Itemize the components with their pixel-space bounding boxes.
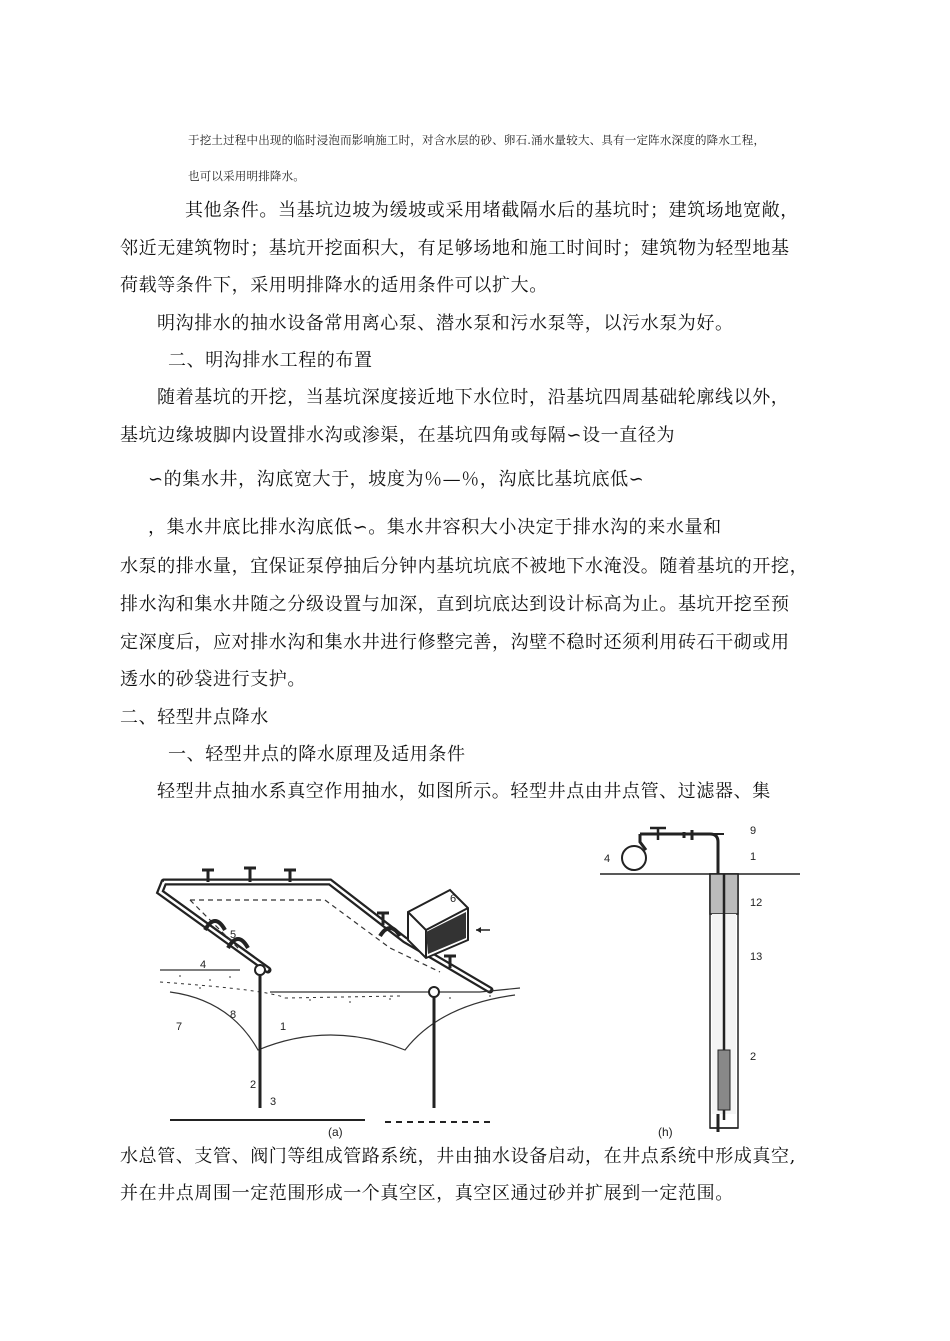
label-b-12: 12 (750, 897, 763, 909)
other-conditions-line-3: 荷载等条件下，采用明排降水的适用条件可以扩大。 (120, 275, 548, 296)
wellpoint-cont-line-1: 水总管、支管、阀门等组成管路系统，井由抽水设备启动，在井点系统中形成真空, (120, 1146, 796, 1167)
heading-wellpoint: 二、轻型井点降水 (120, 707, 269, 728)
well-pipes (260, 970, 434, 1108)
wellpoint-cont-line-2: 并在井点周围一定范围形成一个真空区，真空区通过砂并扩展到一定范围。 (120, 1183, 734, 1204)
label-b-9: 9 (750, 825, 757, 837)
wellpoint-intro-line: 轻型井点抽水系真空作用抽水，如图所示。轻型井点由井点管、过滤器、集 (157, 781, 771, 802)
layout-para-line-1: 随着基坑的开挖，当基坑深度接近地下水位时，沿基坑四周基础轮廓线以外， (157, 387, 790, 408)
label-b-13: 13 (750, 951, 763, 963)
heading-principle: 一、轻型井点的降水原理及适用条件 (168, 744, 466, 765)
layout-para-line-3: ∽的集水井，沟底宽大于，坡度为％—％，沟底比基坑底低∽ (148, 469, 645, 490)
caption-a: (a) (328, 1125, 343, 1139)
figure-a-svg (150, 820, 530, 1140)
layout-para-line-6: 排水沟和集水井随之分级设置与加深，直到坑底达到设计标高为止。基坑开挖至预 (120, 594, 790, 615)
label-a-5: 5 (230, 929, 237, 941)
filter-b (718, 1050, 730, 1110)
note-line-1: 于挖土过程中出现的临时浸泡而影响施工时，对含水层的砂、卵石.涌水量较大、具有一定阵水深度的降水工程， (188, 133, 766, 147)
note-line-2: 也可以采用明排降水。 (188, 169, 305, 183)
layout-para-line-5: 水泵的排水量，宜保证泵停抽后分钟内基坑坑底不被地下水淹没。随着基坑的开挖， (120, 556, 809, 577)
label-a-3: 3 (270, 1096, 277, 1108)
other-conditions-line-2: 邻近无建筑物时；基坑开挖面积大，有足够场地和施工时间时；建筑物为轻型地基 (120, 238, 790, 259)
label-b-4: 4 (604, 853, 611, 865)
soil-texture (179, 975, 491, 1003)
figure-b-svg (600, 820, 800, 1140)
pump-unit (408, 890, 490, 958)
caption-b: (h) (658, 1125, 673, 1139)
label-a-2: 2 (250, 1079, 257, 1091)
other-conditions-line-1: 其他条件。当基坑边坡为缓坡或采用堵截隔水后的基坑时；建筑场地宽敞， (185, 200, 799, 221)
label-b-2: 2 (750, 1051, 757, 1063)
layout-para-line-8: 透水的砂袋进行支护。 (120, 669, 306, 690)
label-a-6: 6 (450, 893, 457, 905)
label-a-4: 4 (200, 959, 207, 971)
figure-b-wellpoint-section (600, 820, 800, 1140)
layout-para-line-4: ，集水井底比排水沟底低∽。集水井容积大小决定于排水沟的来水量和 (148, 517, 722, 538)
layout-para-line-2: 基坑边缘坡脚内设置排水沟或渗渠，在基坑四角或每隔∽设一直径为 (120, 425, 676, 446)
wellhead-a (255, 965, 265, 975)
riser-pipe-outer (640, 834, 718, 1132)
label-a-1: 1 (280, 1021, 287, 1033)
layout-para-line-7: 定深度后，应对排水沟和集水井进行修整完善，沟壁不稳时还须利用砖石干砌或用 (120, 632, 790, 653)
water-table-original (160, 982, 400, 998)
header-pipe-side-inner (160, 882, 268, 970)
heading-ditch-layout: 二、明沟排水工程的布置 (168, 350, 373, 371)
pump-circle (622, 846, 646, 870)
lowered-water-curve (170, 992, 515, 1050)
label-b-1: 1 (750, 851, 757, 863)
figure-a-wellpoint-system (150, 820, 530, 1140)
wellhead-b (429, 987, 439, 997)
pump-equipment-line: 明沟排水的抽水设备常用离心泵、潜水泵和污水泵等，以污水泵为好。 (157, 313, 734, 334)
label-a-7: 7 (176, 1021, 183, 1033)
label-a-8: 8 (230, 1009, 237, 1021)
